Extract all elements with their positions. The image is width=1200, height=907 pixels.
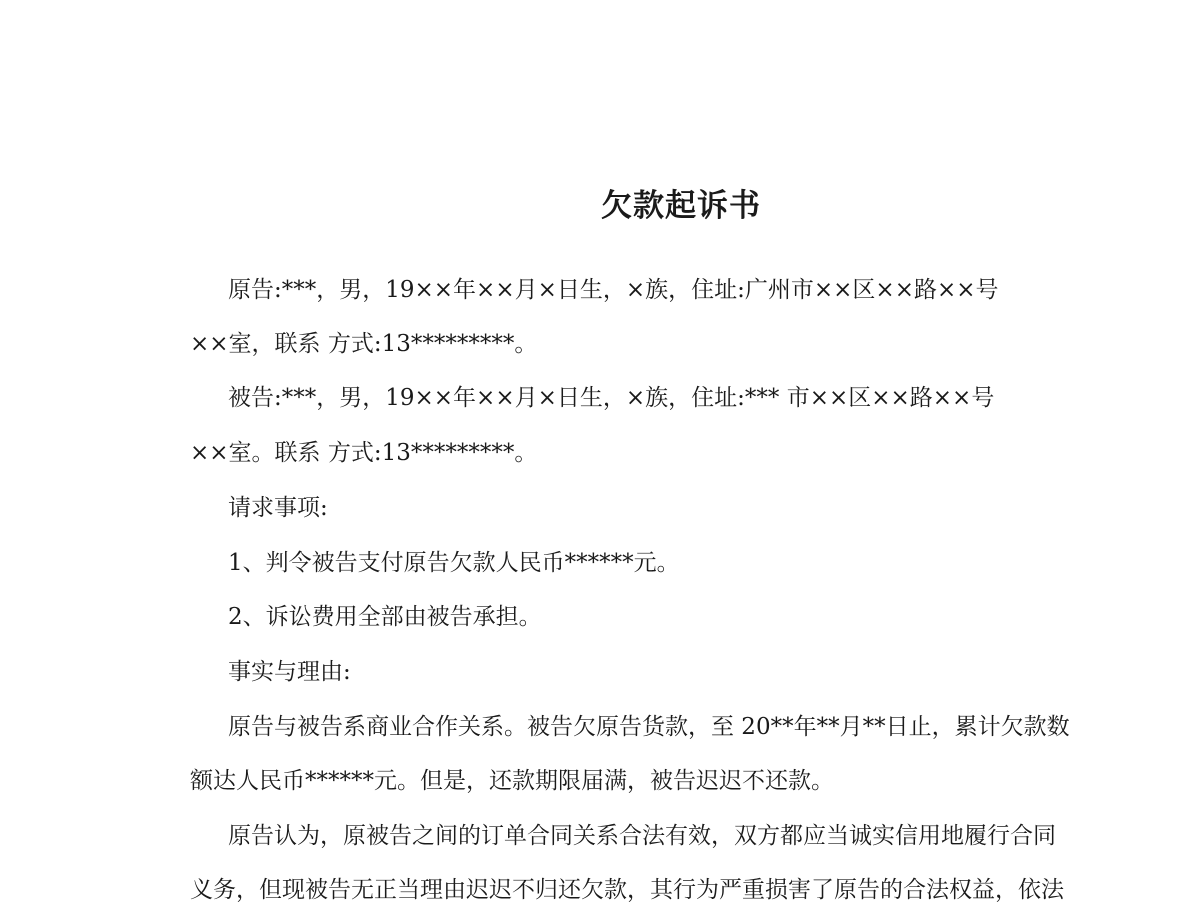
plaintiff-line-2: ××室，联系 方式:13*********。 (190, 331, 538, 357)
facts-paragraph-1-line-1: 原告与被告系商业合作关系。被告欠原告货款，至 20**年**月**日止，累计欠款数 (228, 714, 1070, 740)
facts-paragraph-2-line-2: 义务，但现被告无正当理由迟迟不归还欠款，其行为严重损害了原告的合法权益，依法 (190, 877, 1064, 903)
claims-heading: 请求事项: (228, 495, 328, 521)
document-title: 欠款起诉书 (601, 188, 761, 224)
facts-heading: 事实与理由: (228, 659, 351, 685)
defendant-line-1: 被告:***，男，19××年××月×日生，×族，住址:*** 市××区××路××号 (228, 385, 995, 411)
facts-paragraph-2-line-1: 原告认为，原被告之间的订单合同关系合法有效，双方都应当诚实信用地履行合同 (228, 823, 1056, 849)
defendant-line-2: ××室。联系 方式:13*********。 (190, 440, 538, 466)
claim-item-2: 2、诉讼费用全部由被告承担。 (228, 604, 542, 630)
claim-item-1: 1、判令被告支付原告欠款人民币******元。 (228, 550, 680, 576)
plaintiff-line-1: 原告:***，男，19××年××月×日生，×族，住址:广州市××区××路××号 (228, 277, 999, 303)
facts-paragraph-1-line-2: 额达人民币******元。但是，还款期限届满，被告迟迟不还款。 (190, 768, 834, 794)
